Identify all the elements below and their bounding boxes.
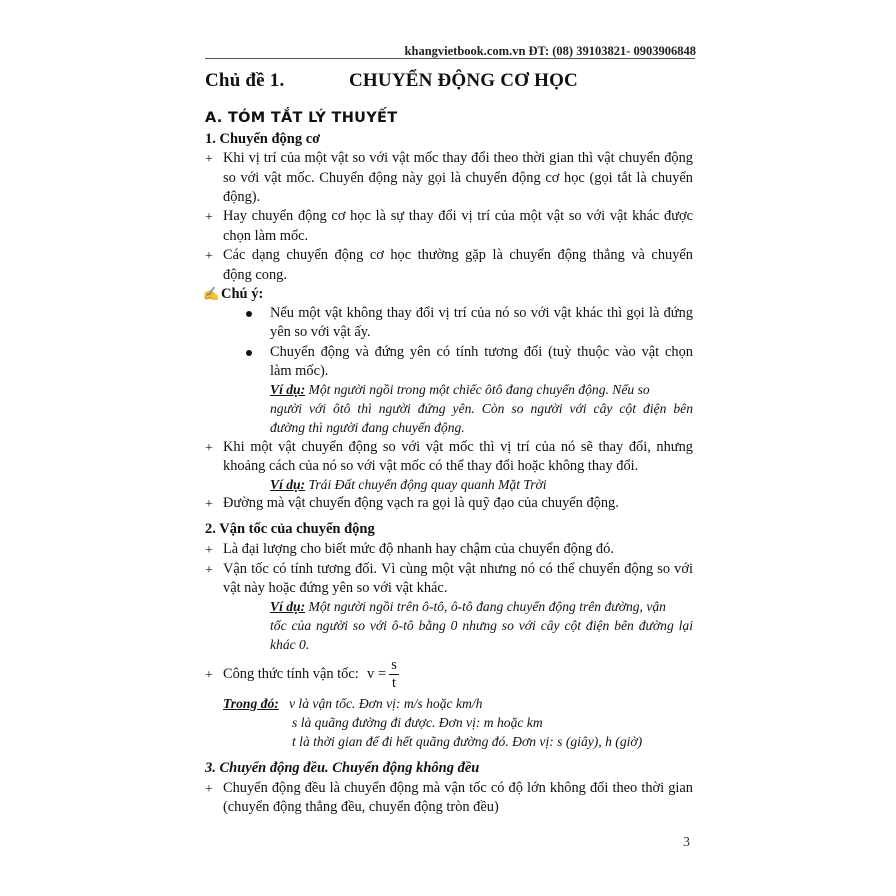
topic-title xyxy=(205,70,578,92)
part1-heading: 1. Chuyển động cơ xyxy=(205,131,321,147)
formula-denominator: t xyxy=(392,675,396,691)
part1-b1-line2: so với vật mốc. Chuyển động này gọi là chuyển động cơ học (gọi tắt là chuyển xyxy=(223,170,693,186)
example-label: Ví dụ: xyxy=(270,382,306,397)
formula-eq: = xyxy=(377,666,386,682)
page-number: 3 xyxy=(683,835,690,850)
part1-b1-line1: Khi vị trí của một vật so với vật mốc thay đổi theo thời gian thì vật chuyển động xyxy=(223,150,693,166)
part1-b4-line2: khoảng cách của nó so với vật mốc có thể thay đổi hoặc không thay đổi. xyxy=(223,458,639,474)
plus-marker: + xyxy=(205,563,213,578)
bullet-dot xyxy=(246,311,252,317)
plus-marker: + xyxy=(205,782,213,797)
formula-fraction xyxy=(388,657,400,692)
where-label: Trong đó: xyxy=(223,696,279,711)
section-a-title: A. TÓM TẮT LÝ THUYẾT xyxy=(205,110,398,126)
page-header xyxy=(205,44,696,58)
example1-line3: đường thì người đang chuyển động. xyxy=(270,420,465,435)
topic-number: Chủ đề 1. xyxy=(205,70,285,91)
plus-marker: + xyxy=(205,210,213,225)
note1-line1: Nếu một vật không thay đổi vị trí của nó so với vật khác thì gọi là đứng xyxy=(270,305,693,321)
plus-marker: + xyxy=(205,249,213,264)
part2-b2-line2: vật này hoặc đứng yên so với vật khác. xyxy=(223,580,448,596)
formula-label: Công thức tính vận tốc: xyxy=(223,666,359,682)
example2-text: Trái Đất chuyển động quay quanh Mặt Trời xyxy=(308,477,547,492)
part3-b1-line1: Chuyển động đều là chuyển động mà vận tốc có độ lớn không đổi theo thời gian xyxy=(223,780,693,796)
plus-marker: + xyxy=(205,441,213,456)
note2-line1: Chuyển động và đứng yên có tính tương đối (tuỳ thuộc vào vật chọn xyxy=(270,344,693,360)
plus-marker: + xyxy=(205,152,213,167)
formula-lhs xyxy=(367,666,386,683)
example-label: Ví dụ: xyxy=(270,477,306,492)
formula-v: v xyxy=(367,666,375,682)
part1-b1-line3: động). xyxy=(223,189,261,205)
example3-line3: khác 0. xyxy=(270,637,310,652)
example3-text: Một người ngồi trên ô-tô, ô-tô đang chuyển động trên đường, vận xyxy=(308,599,666,614)
part3-b1-line2: (chuyển động thẳng đều, chuyển động tròn đều) xyxy=(223,799,499,815)
example2-line xyxy=(270,477,547,493)
part1-b3-line2: động cong. xyxy=(223,267,287,283)
plus-marker: + xyxy=(205,543,213,558)
header-rule xyxy=(205,58,695,59)
part3-heading: 3. Chuyển động đều. Chuyển động không đều xyxy=(205,760,480,776)
plus-marker: + xyxy=(205,497,213,512)
part2-b2-line1: Vận tốc có tính tương đối. Vì cùng một vật nhưng nó có thể chuyển động so với xyxy=(223,561,693,577)
part1-b2-line1: Hay chuyển động cơ học là sự thay đổi vị trí của một vật so với vật khác được xyxy=(223,208,693,224)
header-phone: ĐT: (08) 39103821- 0903906848 xyxy=(528,44,696,58)
where-line1: v là vận tốc. Đơn vị: m/s hoặc km/h xyxy=(289,696,483,711)
formula-numerator: s xyxy=(391,657,397,673)
part1-b2-line2: chọn làm mốc. xyxy=(223,228,309,244)
note1-line2: yên so với vật ấy. xyxy=(270,324,371,340)
example1-line2: người với ôtô thì người đứng yên. Còn so người với cây cột điện bên xyxy=(270,401,693,416)
bullet-dot xyxy=(246,350,252,356)
plus-marker: + xyxy=(205,668,213,683)
example1-line1 xyxy=(270,382,693,398)
where-line2: s là quãng đường đi được. Đơn vị: m hoặc km xyxy=(292,715,543,730)
part1-b3-line1: Các dạng chuyển động cơ học thường gặp là chuyển động thẳng và chuyển xyxy=(223,247,693,263)
part1-b5: Đường mà vật chuyển động vạch ra gọi là quỹ đạo của chuyển động. xyxy=(223,495,619,511)
example-label: Ví dụ: xyxy=(270,599,306,614)
topic-name: CHUYỂN ĐỘNG CƠ HỌC xyxy=(349,70,578,91)
part2-b1: Là đại lượng cho biết mức độ nhanh hay chậm của chuyển động đó. xyxy=(223,541,614,557)
header-website: khangvietbook.com.vn xyxy=(404,44,526,58)
note-label: Chú ý: xyxy=(221,286,264,302)
example3-line1 xyxy=(270,599,693,615)
note-hand-icon: ✍ xyxy=(203,286,220,301)
where-line3: t là thời gian để đi hết quãng đường đó. Đơn vị: s (giây), h (giờ) xyxy=(292,734,643,749)
part1-b4-line1: Khi một vật chuyển động so với vật mốc thì vị trí của nó sẽ thay đổi, nhưng xyxy=(223,439,693,455)
part2-heading: 2. Vận tốc của chuyển động xyxy=(205,521,375,537)
note2-line2: làm mốc). xyxy=(270,363,329,379)
example3-line2: tốc của người so với ô-tô bằng 0 nhưng so với cây cột điện bên đường lại xyxy=(270,618,693,633)
example1-text: Một người ngồi trong một chiếc ôtô đang chuyển động. Nếu so xyxy=(308,382,650,397)
